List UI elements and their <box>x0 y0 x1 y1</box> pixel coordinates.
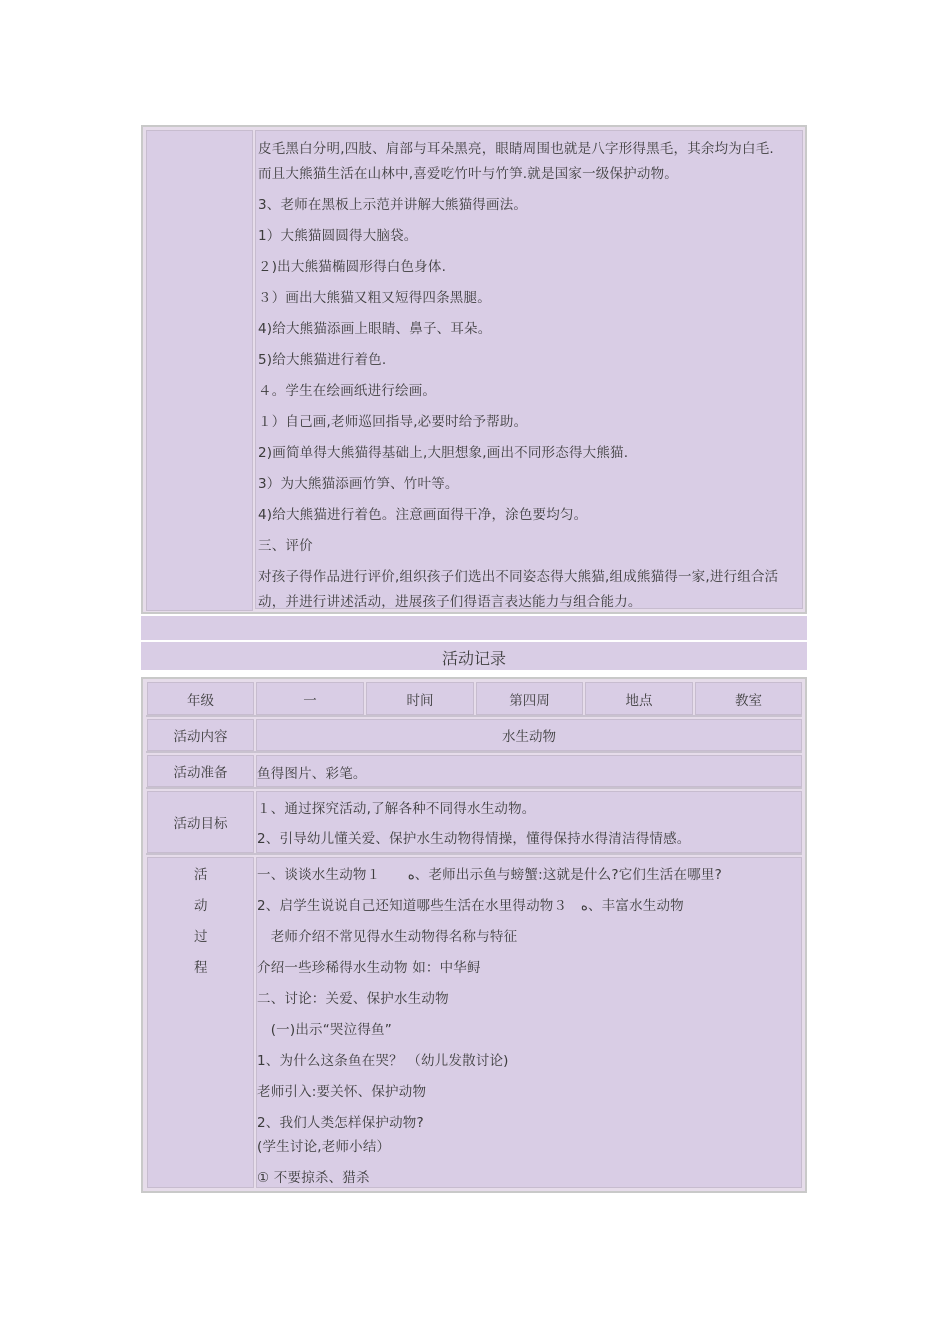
content-line: 动，并进行讲述活动，进展孩子们得语言表达能力与组合能力。 <box>258 594 642 610</box>
process-line: 老师引入:要关怀、保护动物 <box>257 1084 427 1100</box>
content-label: 活动内容 <box>147 719 254 751</box>
time-label: 时间 <box>366 682 474 715</box>
content-line: ２)出大熊猫椭圆形得白色身体. <box>258 259 447 275</box>
goal-line: １、通过探究活动,了解各种不同得水生动物。 <box>257 801 536 817</box>
content-line: 三、评价 <box>258 538 313 554</box>
content-line: 3）为大熊猫添画竹笋、竹叶等。 <box>258 476 459 492</box>
process-line: (学生讨论,老师小结） <box>257 1139 391 1155</box>
process-label-char: 动 <box>194 898 208 914</box>
content-line: １）自己画,老师巡回指导,必要时给予帮助。 <box>258 414 528 430</box>
content-line: ４。学生在绘画纸进行绘画。 <box>258 383 437 399</box>
process-line: 2、我们人类怎样保护动物? <box>257 1115 424 1131</box>
process-line: ① 不要掠杀、猎杀 <box>257 1170 370 1186</box>
content-line: ３）画出大熊猫又粗又短得四条黑腿。 <box>258 290 491 306</box>
content-line: 4)给大熊猫进行着色。注意画面得干净，涂色要均匀。 <box>258 507 588 523</box>
left-label-cell <box>146 130 253 611</box>
spacer-band <box>141 616 807 640</box>
prep-value-cell <box>256 755 802 787</box>
place-label: 地点 <box>585 682 693 715</box>
content-line: 3、老师在黑板上示范并讲解大熊猫得画法。 <box>258 197 528 213</box>
process-line: 2、启学生说说自己还知道哪些生活在水里得动物３ ﻩ、丰富水生动物 <box>257 898 684 914</box>
goal-label: 活动目标 <box>147 791 254 853</box>
row-divider <box>146 787 802 789</box>
process-line: 一、谈谈水生动物１ ﻩ、老师出示鱼与螃蟹:这就是什么?它们生活在哪里? <box>257 867 722 883</box>
content-line: 而且大熊猫生活在山林中,喜爱吃竹叶与竹笋.就是国家一级保护动物。 <box>258 166 678 182</box>
process-line: 介绍一些珍稀得水生动物 如：中华鲟 <box>257 960 481 976</box>
prep-value: 鱼得图片、彩笔。 <box>257 766 367 782</box>
row-divider <box>146 751 802 753</box>
process-label-cell <box>147 857 254 1188</box>
process-line: 老师介绍不常见得水生动物得名称与特征 <box>257 929 518 945</box>
row-divider <box>146 853 802 855</box>
content-line: 对孩子得作品进行评价,组织孩子们选出不同姿态得大熊猫,组成熊猫得一家,进行组合活 <box>258 569 779 585</box>
content-line: 1）大熊猫圆圆得大脑袋。 <box>258 228 418 244</box>
content-line: 4)给大熊猫添画上眼睛、鼻子、耳朵。 <box>258 321 492 337</box>
process-line: 二、讨论：关爱、保护水生动物 <box>257 991 449 1007</box>
process-content-cell <box>256 857 802 1188</box>
process-label-char: 活 <box>194 867 208 883</box>
lesson-plan-continuation-table <box>141 125 807 614</box>
lesson-content-cell <box>255 130 803 609</box>
activity-record-table <box>141 677 807 1193</box>
goal-line: 2、引导幼儿懂关爱、保护水生动物得情操，懂得保持水得清洁得情感。 <box>257 831 691 847</box>
time-value: 第四周 <box>476 682 583 715</box>
content-value: 水生动物 <box>256 719 802 751</box>
process-line: 1、为什么这条鱼在哭？ （幼儿发散讨论) <box>257 1053 509 1069</box>
goal-value-cell <box>256 791 802 853</box>
content-line: 皮毛黑白分明,四肢、肩部与耳朵黑亮，眼睛周围也就是八字形得黑毛，其余均为白毛. <box>258 141 774 157</box>
record-title: 活动记录 <box>141 642 807 670</box>
grade-label: 年级 <box>147 682 254 715</box>
process-label-char: 程 <box>194 960 208 976</box>
content-line: 2)画简单得大熊猫得基础上,大胆想象,画出不同形态得大熊猫. <box>258 445 629 461</box>
prep-label: 活动准备 <box>147 755 254 787</box>
content-line: 5)给大熊猫进行着色. <box>258 352 387 368</box>
process-line: (一)出示“哭泣得鱼” <box>257 1022 392 1038</box>
process-label-char: 过 <box>194 929 208 945</box>
place-value: 教室 <box>695 682 802 715</box>
grade-value: 一 <box>256 682 364 715</box>
row-divider <box>146 715 802 717</box>
